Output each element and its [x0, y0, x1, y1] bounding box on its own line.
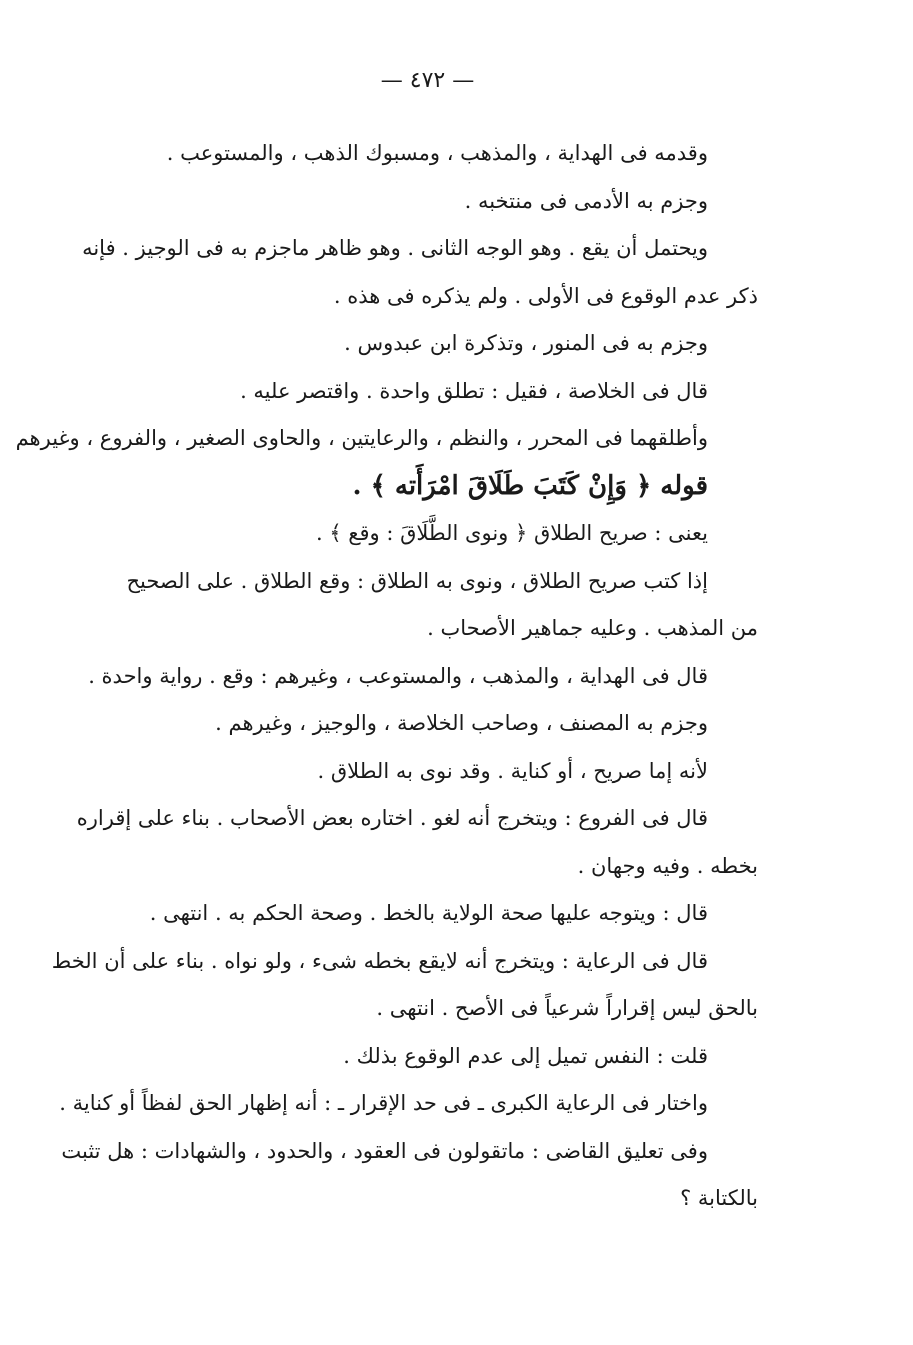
text-line: لأنه إما صريح ، أو كناية . وقد نوى به الطلاق . — [317, 758, 708, 783]
text-line: وجزم به الأدمى فى منتخبه . — [464, 188, 708, 213]
text-line: وأطلقهما فى المحرر ، والنظم ، والرعايتين ، والحاوى الصغير ، والفروع ، وغيرهم — [15, 426, 708, 450]
text-line: بالحق ليس إقراراً شرعياً فى الأصح . انتهى . — [376, 996, 758, 1020]
text-line: ويحتمل أن يقع . وهو الوجه الثانى . وهو ظاهر ماجزم به فى الوجيز . فإنه — [82, 236, 708, 260]
text-line: واختار فى الرعاية الكبرى ـ فى حد الإقرار ـ : أنه إظهار الحق لفظاً أو كناية . — [59, 1091, 708, 1115]
text-line: وجزم به فى المنور ، وتذكرة ابن عبدوس . — [344, 331, 708, 355]
text-line: قال فى الهداية ، والمذهب ، والمستوعب ، وغيرهم : وقع . رواية واحدة . — [88, 663, 708, 688]
text-line: إذا كتب صريح الطلاق ، ونوى به الطلاق : وقع الطلاق . على الصحيح — [126, 568, 708, 593]
text-line: قال فى الفروع : ويتخرج أنه لغو . اختاره بعض الأصحاب . بناء على إقراره — [76, 806, 708, 830]
text-line: قال فى الرعاية : ويتخرج أنه لايقع بخطه شىء ، ولو نواه . بناء على أن الخط — [51, 948, 708, 973]
text-line: وجزم به المصنف ، وصاحب الخلاصة ، والوجيز ، وغيرهم . — [215, 711, 708, 735]
body-text — [15, 130, 758, 1223]
text-line: وفى تعليق القاضى : ماتقولون فى العقود ، والحدود ، والشهادات : هل تثبت — [61, 1138, 708, 1163]
section-heading: قوله ﴿ وَإِنْ كَتَبَ طَلَاقَ امْرَأَته ﴾ . — [352, 470, 708, 501]
page-number: — ٤٧٢ — — [380, 68, 475, 93]
text-line: يعنى : صريح الطلاق ﴿ ونوى الطَّلَاقَ : وقع ﴾ . — [315, 521, 708, 545]
text-line: ذكر عدم الوقوع فى الأولى . ولم يذكره فى هذه . — [333, 283, 758, 308]
text-line: قلت : النفس تميل إلى عدم الوقوع بذلك . — [343, 1043, 708, 1068]
text-line: قال : ويتوجه عليها صحة الولاية بالخط . وصحة الحكم به . انتهى . — [149, 901, 708, 925]
text-line: قال فى الخلاصة ، فقيل : تطلق واحدة . واقتصر عليه . — [240, 378, 708, 403]
text-line: بخطه . وفيه وجهان . — [577, 853, 758, 878]
text-line: وقدمه فى الهداية ، والمذهب ، ومسبوك الذهب ، والمستوعب . — [166, 141, 708, 165]
text-line: بالكتابة ؟ — [680, 1186, 758, 1210]
text-line: من المذهب . وعليه جماهير الأصحاب . — [427, 616, 758, 640]
